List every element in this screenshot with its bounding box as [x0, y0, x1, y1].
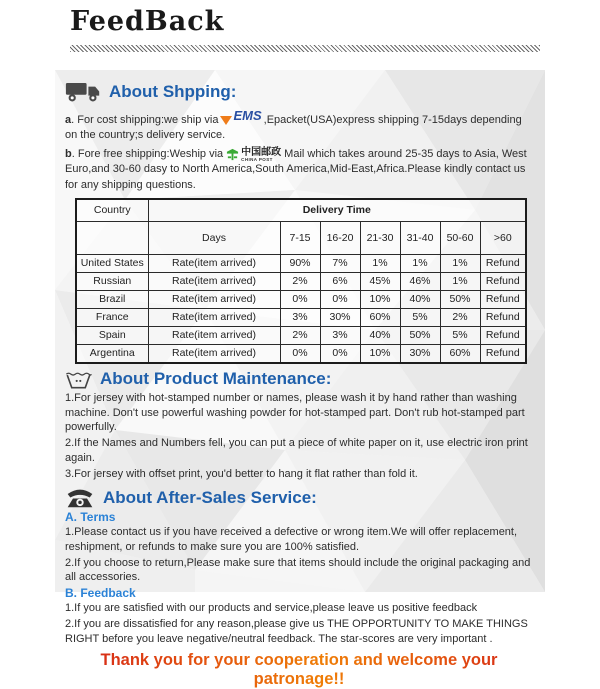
country-cell: Spain: [76, 326, 148, 344]
rate-cell: 30%: [400, 344, 440, 363]
rate-cell: 0%: [280, 344, 320, 363]
rate-cell: 50%: [440, 290, 480, 308]
rate-cell: 40%: [360, 326, 400, 344]
paragraph-a-label: a: [65, 113, 72, 126]
country-cell: United States: [76, 254, 148, 272]
terms-item: 1.Please contact us if you have received a defective or wrong item.We will offer replacement, reshipment, or refunds to make sure you are 100% satisfied.: [65, 525, 518, 553]
rate-cell: Refund: [480, 344, 526, 363]
china-post-emblem-icon: [226, 148, 239, 161]
table-row-brazil: [76, 290, 526, 308]
paragraph-b-text-after: Mail which takes around 25-35 days to Asia, West Euro,and 30-60 dasy to North America,South America,Mid-East,Africa.Please kindly contact us for any shipping questions.: [65, 148, 527, 191]
rate-cell: Refund: [480, 326, 526, 344]
rate-cell: 5%: [400, 308, 440, 326]
rate-cell: 0%: [280, 290, 320, 308]
terms-subheading: A. Terms: [65, 509, 116, 524]
feedback-item: 2.If you are dissatisfied for any reason,please give us THE OPPORTUNITY TO MAKE THINGS RIGHT before you leave negative/neutral feedback. The star-scores are very important .: [65, 618, 528, 645]
shipping-heading-text: About Shpping:: [109, 81, 237, 101]
table-row-russian: [76, 272, 526, 290]
content-panel: [55, 70, 545, 688]
rate-cell: 6%: [320, 272, 360, 290]
rate-cell: 1%: [440, 272, 480, 290]
paragraph-a-text-after: ,Epacket(USA)express shipping 7-15days depending on the country;s delivery service.: [65, 113, 522, 142]
rate-cell: 40%: [400, 290, 440, 308]
rate-label-cell: Rate(item arrived): [148, 344, 280, 363]
rate-cell: 2%: [280, 272, 320, 290]
table-row-spain: [76, 326, 526, 344]
maintenance-item: 2.If the Names and Numbers fell, you can put a piece of white paper on it, use electric iron print again.: [65, 437, 528, 465]
content-inner: [55, 70, 545, 689]
rate-cell: 1%: [440, 254, 480, 272]
shipping-paragraph-b: [65, 147, 533, 193]
shipping-paragraph-a: [65, 107, 533, 143]
wash-basin-icon: [65, 370, 92, 390]
maintenance-item: 3.For jersey with offset print, you'd better to hang it flat rather than fold it.: [65, 468, 418, 481]
delivery-time-table: [75, 198, 527, 364]
header-range-cell: 16-20: [320, 221, 360, 254]
rate-cell: 60%: [360, 308, 400, 326]
maintenance-item: 1.For jersey with hot-stamped number or names, please wash it by hand rather than washing machine. Don't use powerful washing powder for hot-stamped part. Don't rub hot-stamped part powerfully.: [65, 391, 525, 434]
country-cell: Argentina: [76, 344, 148, 363]
ems-logo-text: EMS: [233, 108, 262, 123]
paragraph-b-label: b: [65, 148, 72, 161]
terms-item: 2.If you choose to return,Please make sure that items should include the original packaging and all accessories.: [65, 556, 531, 584]
table-row-united-states: [76, 254, 526, 272]
table-row-france: [76, 308, 526, 326]
header-delivery-time-cell: Delivery Time: [148, 199, 526, 222]
country-cell: France: [76, 308, 148, 326]
header-range-cell: 21-30: [360, 221, 400, 254]
header-country-cell: Country: [76, 199, 148, 222]
after-sales-section-heading: [65, 487, 533, 509]
ems-flag-triangle: [220, 116, 232, 125]
rate-label-cell: Rate(item arrived): [148, 290, 280, 308]
rate-cell: 2%: [280, 326, 320, 344]
rate-cell: 3%: [320, 326, 360, 344]
rate-cell: 90%: [280, 254, 320, 272]
rate-label-cell: Rate(item arrived): [148, 254, 280, 272]
maintenance-heading-text: About Product Maintenance:: [100, 369, 332, 389]
header-range-cell: 50-60: [440, 221, 480, 254]
country-cell: Brazil: [76, 290, 148, 308]
rate-cell: 1%: [360, 254, 400, 272]
china-post-logo: [226, 148, 281, 163]
paragraph-a-text-before: . For cost shipping:we ship via: [71, 113, 219, 126]
rate-cell: 10%: [360, 344, 400, 363]
rate-label-cell: Rate(item arrived): [148, 326, 280, 344]
rate-label-cell: Rate(item arrived): [148, 308, 280, 326]
rate-cell: 60%: [440, 344, 480, 363]
rate-cell: 10%: [360, 290, 400, 308]
thank-you-message: Thank you for your cooperation and welcome your patronage!!: [65, 651, 533, 689]
rate-cell: Refund: [480, 272, 526, 290]
rate-cell: 30%: [320, 308, 360, 326]
header-empty-cell: [76, 221, 148, 254]
rate-label-cell: Rate(item arrived): [148, 272, 280, 290]
table-header-row-2: [76, 221, 526, 254]
rate-cell: 45%: [360, 272, 400, 290]
truck-icon: [65, 80, 101, 104]
telephone-icon: [65, 487, 95, 509]
rate-cell: 46%: [400, 272, 440, 290]
rate-cell: 7%: [320, 254, 360, 272]
country-cell: Russian: [76, 272, 148, 290]
rate-cell: 0%: [320, 290, 360, 308]
hatched-divider: [70, 45, 540, 52]
rate-cell: Refund: [480, 254, 526, 272]
rate-cell: 2%: [440, 308, 480, 326]
rate-cell: 5%: [440, 326, 480, 344]
header-days-cell: Days: [148, 221, 280, 254]
page-title: FeedBack: [70, 6, 225, 37]
paragraph-b-text-before: . Fore free shipping:Weship via: [71, 148, 224, 161]
rate-cell: 0%: [320, 344, 360, 363]
feedback-subheading: B. Feedback: [65, 586, 136, 601]
after-sales-heading-text: About After-Sales Service:: [103, 487, 317, 507]
shipping-section-heading: [65, 80, 533, 104]
feedback-item: 1.If you are satisfied with our products and service,please leave us positive feedback: [65, 602, 478, 615]
table-row-argentina: [76, 344, 526, 363]
china-post-english-text: CHINA POST: [241, 156, 273, 162]
china-post-logo-text: [241, 148, 281, 163]
rate-cell: 1%: [400, 254, 440, 272]
rate-cell: 50%: [400, 326, 440, 344]
header-range-cell: 31-40: [400, 221, 440, 254]
ems-logo: [220, 107, 261, 125]
table-header-row-1: [76, 199, 526, 222]
rate-cell: 3%: [280, 308, 320, 326]
rate-cell: Refund: [480, 308, 526, 326]
maintenance-section-heading: [65, 370, 533, 390]
rate-cell: Refund: [480, 290, 526, 308]
header-range-cell: 7-15: [280, 221, 320, 254]
china-post-chinese-text: 中国邮政: [241, 146, 282, 158]
header-range-cell: >60: [480, 221, 526, 254]
